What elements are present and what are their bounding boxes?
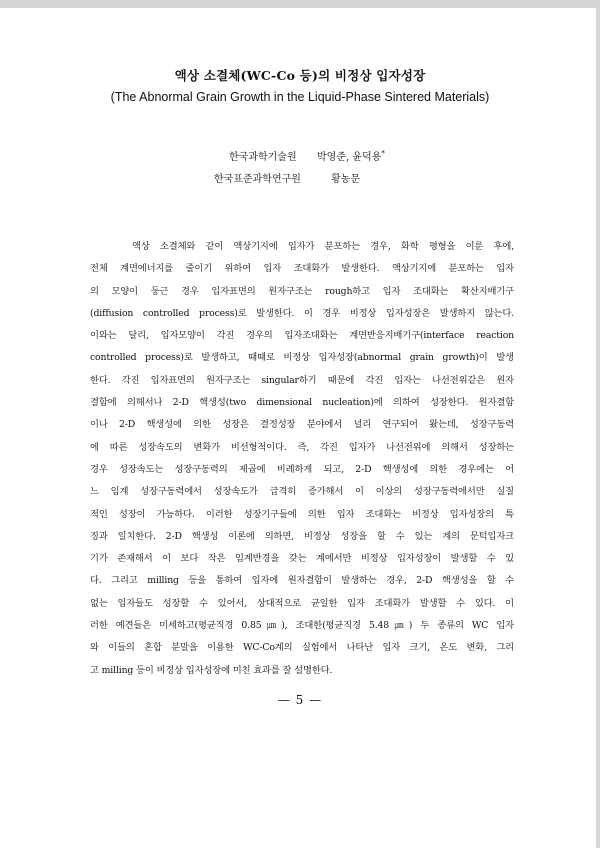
abstract-line: 러한 예견들은 미세하고(평균직경 0.85㎛), 조대한(평균직경 5.48㎛) 두 종류의 WC 입자 xyxy=(90,620,514,632)
abstract-line: 전체 계면에너지를 줄이기 위하여 입자 조대화가 발생한다. 액상기지에 분포하는 입자 xyxy=(90,263,514,275)
abstract-line: 고 milling 등이 비정상 입자성장에 미친 효과를 잘 설명한다. xyxy=(90,664,333,676)
abstract-line: 이와는 달리, 입자모양이 각진 경우의 입자조대화는 계면반응지배기구(interface reaction xyxy=(90,330,514,342)
abstract-line: 액상 소결체와 같이 액상기지에 입자가 분포하는 경우, 화학 평형을 이룬 후에, xyxy=(132,241,514,252)
abstract-line: 결함에 의해서나 2-D 핵생성(two dimensional nucleation)에 의하여 성장한다. 원자결함 xyxy=(90,397,514,409)
title-english: (The Abnormal Grain Growth in the Liquid-Phase Sintered Materials) xyxy=(110,90,490,104)
scan-right-edge xyxy=(596,0,600,848)
title-korean: 액상 소결체(WC-Co 등)의 비정상 입자성장 xyxy=(174,68,426,83)
affiliation-1: 한국과학기술원 xyxy=(229,152,297,163)
page-number: — 5 — xyxy=(277,693,323,707)
abstract-line: 다. 그리고 milling 등을 통하여 입자에 원자결함이 발생하는 경우, 2-D 핵생성을 할 수 xyxy=(90,575,514,587)
abstract-line: 없는 입자들도 성장할 수 있어서, 상대적으로 균일한 입자 조대화가 발생할 수 있다. 이 xyxy=(90,597,514,609)
abstract-line: 한다. 각진 입자표면의 원자구조는 singular하기 때문에 각진 입자는 나선전위같은 원자 xyxy=(90,374,514,386)
abstract-line: 이나 2-D 핵생성에 의한 성장은 결정성장 분야에서 널리 연구되어 왔는데, 성장구동력 xyxy=(90,419,514,431)
abstract-line: 와 이들의 혼합 분말을 이용한 WC-Co계의 실험에서 나타난 입자 크기, 온도 변화, 그리 xyxy=(90,642,514,654)
abstract-line: 의 모양이 둥근 경우 입자표면의 원자구조는 rough하고 입자 조대화는 확산지배기구 xyxy=(90,285,514,297)
abstract-line: 기가 존재해서 이 보다 작은 임계반경을 갖는 계에서만 비정상 입자성장이 발생할 수 있 xyxy=(90,553,514,565)
abstract-line: 에 따른 성장속도의 변화가 비선형적이다. 즉, 각진 입자가 나선전위에 의해서 성장하는 xyxy=(90,441,514,453)
scan-top-edge xyxy=(0,0,600,8)
authors-1 xyxy=(317,148,385,163)
abstract-line: (diffusion controlled process)로 발생한다. 이 경우 비정상 입자성장은 발생하지 않는다. xyxy=(90,307,514,319)
abstract-line: 경우 성장속도는 성장구동력의 제곱에 비례하게 되고, 2-D 핵생성에 의한 경우에는 어 xyxy=(90,463,514,475)
authors-2: 황농문 xyxy=(331,174,360,185)
abstract-line: 징과 일치한다. 2-D 핵생성 이론에 의하면, 비정상 성장을 할 수 있는 계의 문턱입자크 xyxy=(90,530,514,542)
corresponding-mark: * xyxy=(381,149,385,158)
abstract-line: controlled process)로 발생하고, 때때로 비정상 입자성장(abnormal grain growth)이 발생 xyxy=(90,352,514,364)
abstract-line: 느 임계 성장구동력에서 성장속도가 급격히 증가해서 이 이상의 성장구동력에서만 실질 xyxy=(90,486,514,498)
abstract-line: 적인 성장이 가능하다. 이러한 성장기구들에 의한 입자 조대화는 비정상 입자성장의 특 xyxy=(90,508,514,520)
affiliation-2: 한국표준과학연구원 xyxy=(214,174,301,185)
authors-1-names: 박영준, 윤덕용 xyxy=(317,152,382,163)
abstract-body xyxy=(90,236,514,682)
